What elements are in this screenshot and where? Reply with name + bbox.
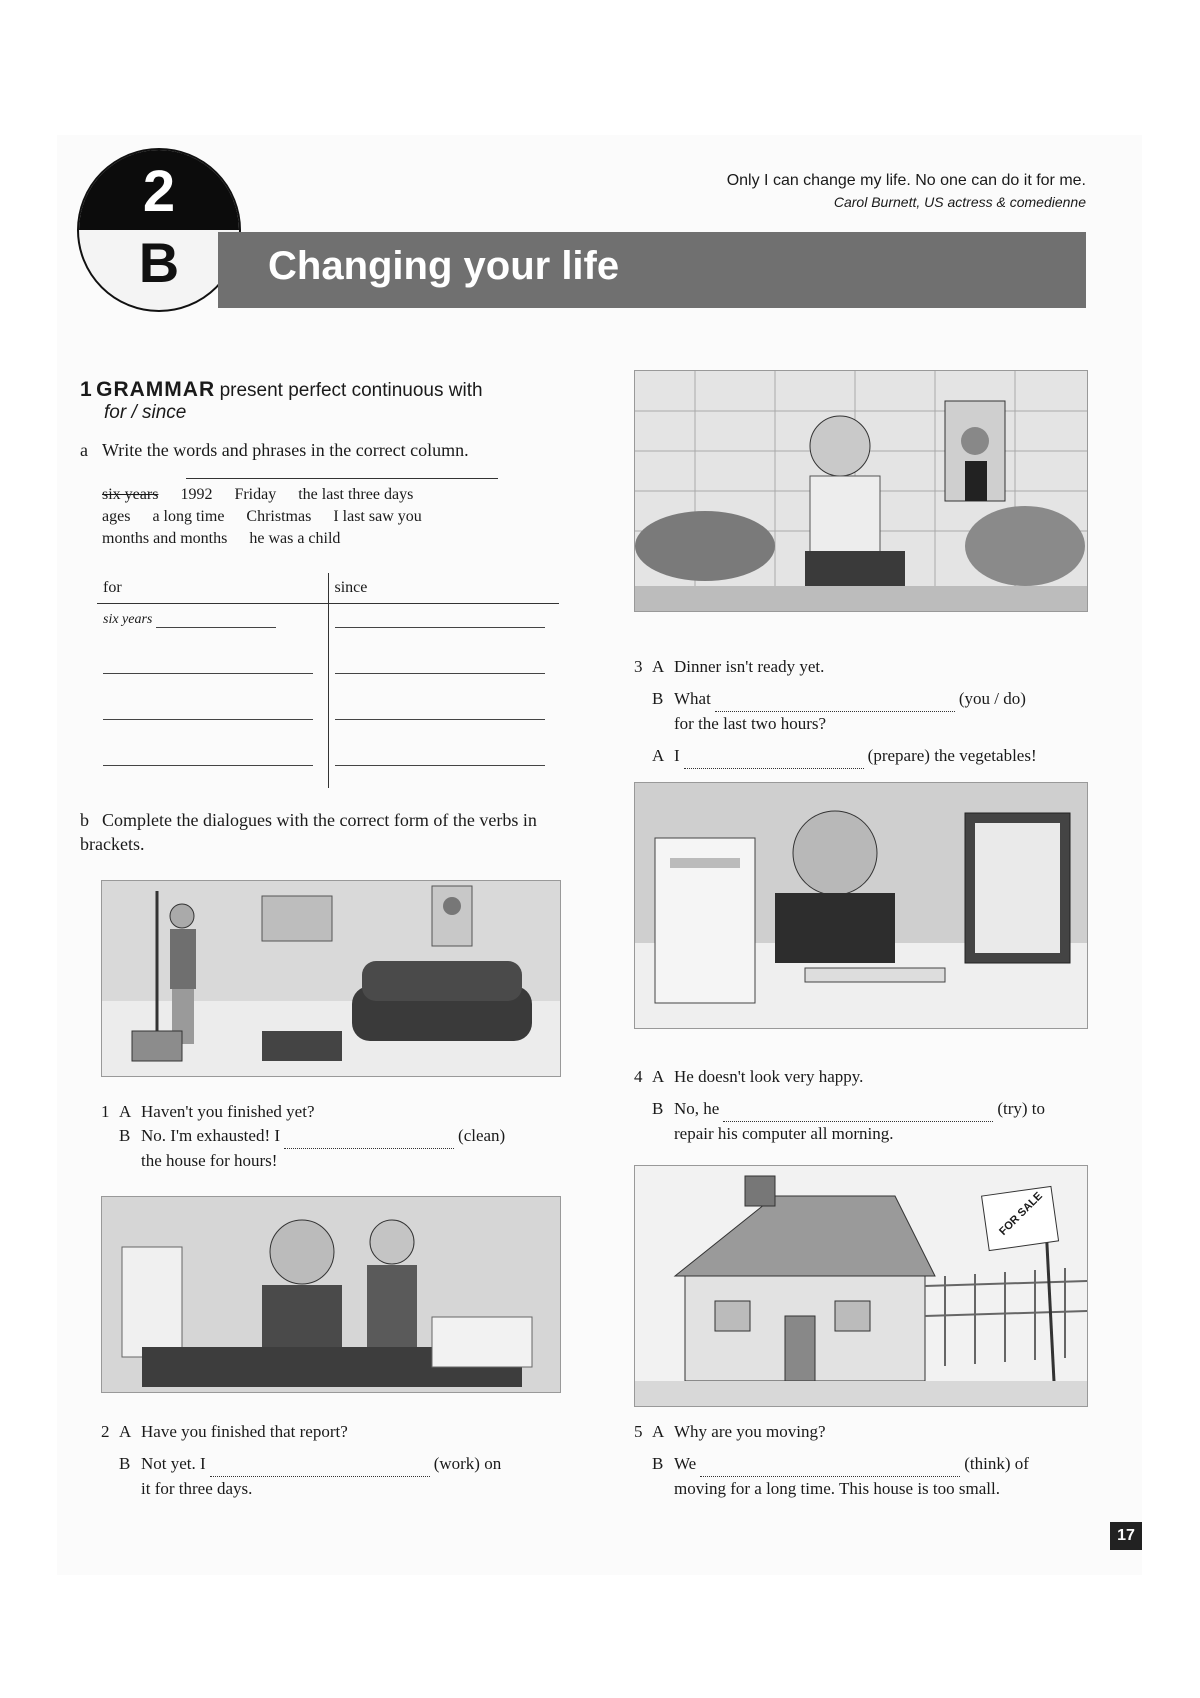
word-item: a long time (152, 508, 225, 525)
column-header-since: since (328, 573, 559, 604)
section-description: present perfect continuous with (219, 380, 483, 401)
answer-line[interactable] (335, 719, 545, 720)
woman-mopping-drawing (102, 881, 560, 1076)
answer-line[interactable] (335, 765, 545, 766)
example-answer: six years (103, 612, 153, 627)
office-workers-illustration (101, 1196, 561, 1393)
word-item: 1992 (180, 486, 213, 503)
house-for-sale-illustration (634, 1165, 1088, 1407)
section-number: 1 (80, 378, 92, 401)
word-item: ages (102, 508, 131, 525)
word-item: six years (102, 486, 159, 503)
quote-text: Only I can change my life. No one can do it for me. (726, 172, 1086, 189)
title-bar (218, 232, 1086, 308)
dialogue-3: 3 A Dinner isn't ready yet. B What (you / do) for the last two hours? A I (prepare) the vegetables! (634, 655, 1089, 769)
unit-letter: B (138, 231, 180, 294)
section-heading (80, 378, 560, 424)
word-item: Friday (234, 486, 277, 503)
for-since-table (97, 573, 559, 788)
dialogue-5: 5 A Why are you moving? B We (think) of moving for a long time. This house is too small. (634, 1422, 1029, 1498)
unit-badge (77, 148, 241, 312)
quote-author: Carol Burnett, US actress & comedienne (833, 194, 1086, 210)
dialogue-1: 1 A Haven't you finished yet? B No. I'm exhausted! I (clean) the house for hours! (101, 1102, 506, 1170)
unit-number: 2 (142, 159, 176, 224)
woman-mopping-illustration (101, 880, 561, 1077)
word-box (102, 484, 522, 550)
answer-blank[interactable] (715, 687, 955, 712)
answer-line[interactable] (103, 719, 313, 720)
part-letter: a (80, 440, 88, 460)
answer-line[interactable] (156, 627, 276, 628)
page-title: Changing your life (268, 244, 620, 288)
office-workers-drawing (102, 1197, 560, 1392)
word-item: he was a child (249, 530, 341, 547)
answer-blank[interactable] (210, 1452, 430, 1477)
answer-blank[interactable] (684, 744, 864, 769)
answer-blank[interactable] (284, 1124, 454, 1149)
quote (727, 172, 1086, 210)
instruction-b (80, 808, 565, 856)
house-for-sale-drawing (635, 1166, 1087, 1406)
part-letter: b (80, 810, 89, 830)
answer-line[interactable] (335, 673, 545, 674)
dialogue-4: 4 A He doesn't look very happy. B No, he (try) to repair his computer all morning. (634, 1067, 1046, 1143)
word-item: months and months (102, 530, 228, 547)
column-header-for: for (97, 573, 328, 604)
answer-line[interactable] (103, 765, 313, 766)
section-subtitle: for / since (104, 402, 187, 423)
chef-vegetables-illustration (634, 370, 1088, 612)
word-item: Christmas (246, 508, 312, 525)
answer-line[interactable] (103, 673, 313, 674)
chef-vegetables-drawing (635, 371, 1087, 611)
man-computer-illustration (634, 782, 1088, 1029)
man-computer-drawing (635, 783, 1087, 1028)
word-item: I last saw you (333, 508, 422, 525)
section-label: GRAMMAR (96, 378, 216, 401)
answer-blank[interactable] (700, 1452, 960, 1477)
answer-line[interactable] (335, 627, 545, 628)
page-number: 17 (1110, 1522, 1142, 1550)
instruction-text: Write the words and phrases in the correct column. (102, 440, 469, 460)
answer-blank[interactable] (723, 1097, 993, 1122)
for-sale-sign: FOR SALE (997, 1190, 1045, 1238)
instruction-a (80, 440, 469, 461)
instruction-text: Complete the dialogues with the correct form of the verbs in brackets. (80, 810, 537, 854)
divider (186, 478, 498, 479)
dialogue-2: 2 A Have you finished that report? B Not yet. I (work) on it for three days. (101, 1422, 502, 1498)
word-item: the last three days (298, 486, 414, 503)
